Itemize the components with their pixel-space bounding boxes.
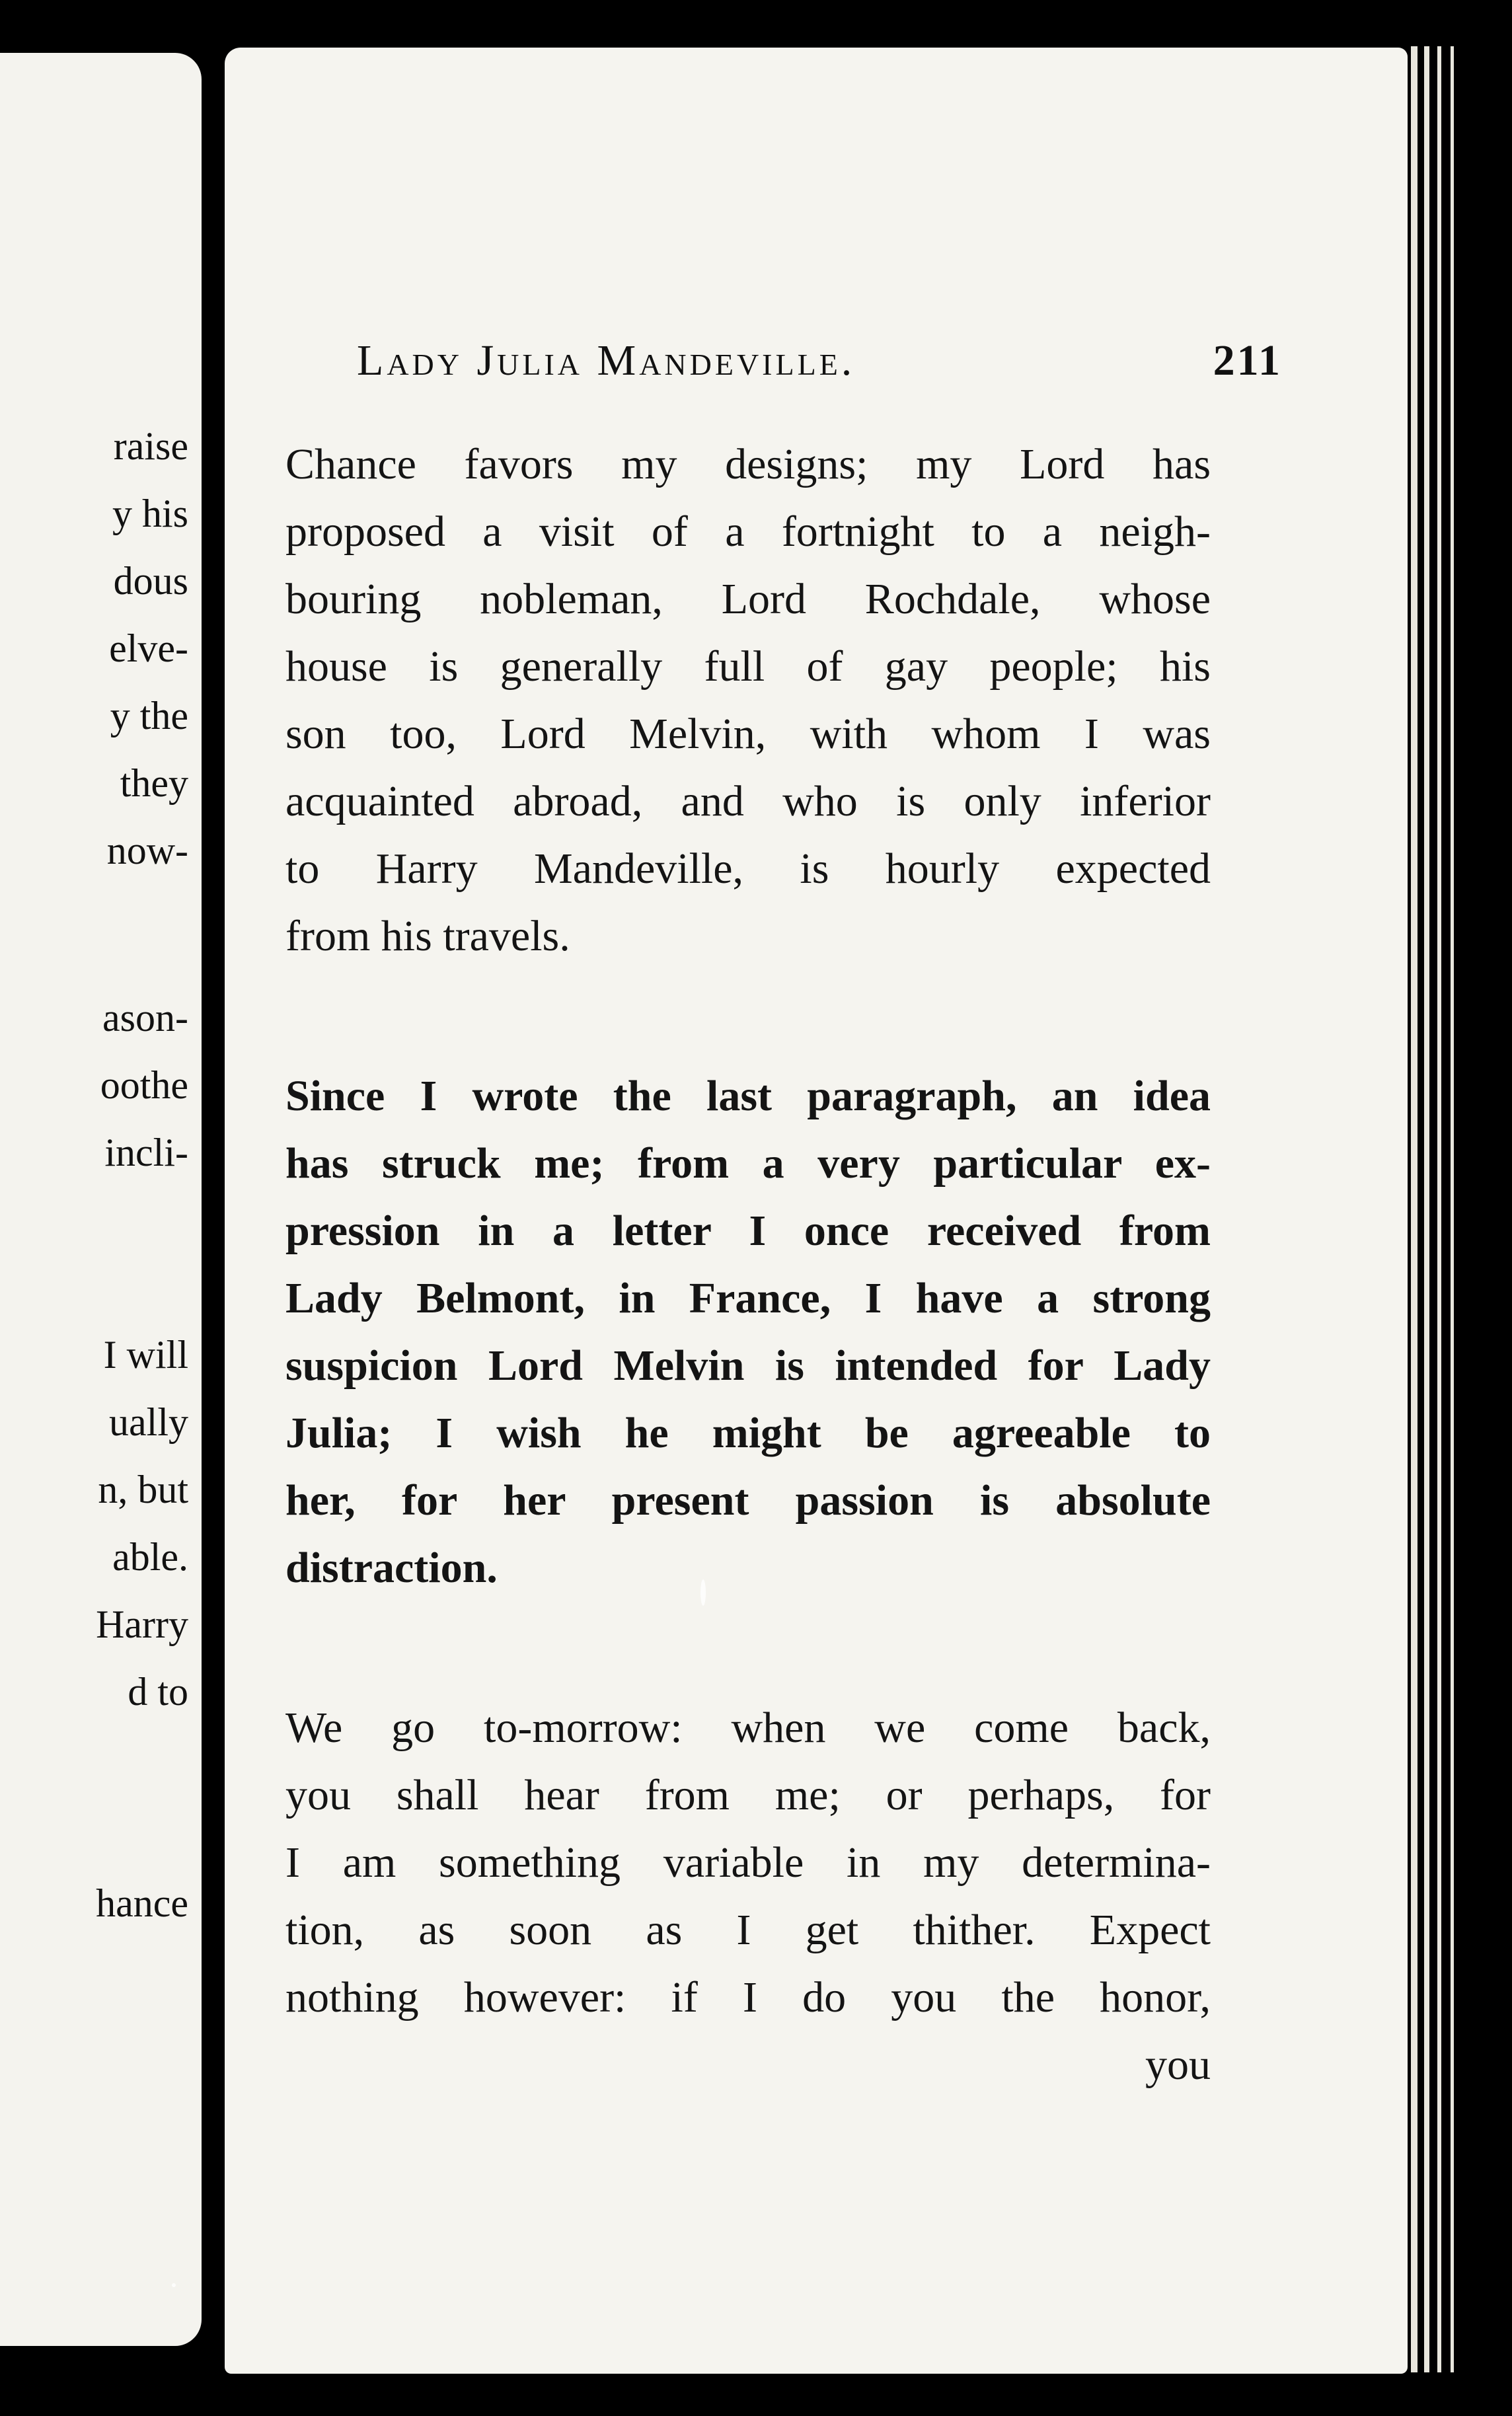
text-line: her, for her present passion is absolute <box>285 1476 1211 1525</box>
scan-speck <box>700 1579 706 1606</box>
page-edge <box>1451 46 1454 2372</box>
paragraph-1 <box>285 431 1211 970</box>
left-line: Harry <box>96 1603 188 1646</box>
left-line: y his <box>112 492 188 535</box>
text-line: suspicion Lord Melvin is intended for Lady <box>285 1341 1211 1390</box>
left-line: oothe <box>100 1063 188 1107</box>
page-number: 211 <box>1213 336 1282 385</box>
book-page <box>225 48 1408 2374</box>
paragraph-gap <box>285 970 1211 1063</box>
text-line: Chance favors my designs; my Lord has <box>285 440 1211 488</box>
text-line: We go to-morrow: when we come back, <box>285 1704 1211 1752</box>
body-text <box>285 431 1211 2099</box>
text-line: Julia; I wish he might be agreeable to <box>285 1409 1211 1457</box>
text-line: has struck me; from a very particular ex- <box>285 1139 1211 1188</box>
text-line: nothing however: if I do you the honor, <box>285 1973 1211 2021</box>
text-line: house is generally full of gay people; his <box>285 642 1211 691</box>
left-line: dous <box>113 559 188 603</box>
left-line: able. <box>112 1535 188 1579</box>
text-line: acquainted abroad, and who is only inferior <box>285 777 1211 825</box>
text-line: to Harry Mandeville, is hourly expected <box>285 845 1211 893</box>
left-line: ually <box>109 1400 188 1444</box>
paragraph-3 <box>285 1694 1211 2099</box>
text-line: from his travels. <box>285 912 570 960</box>
text-line: you shall hear from me; or perhaps, for <box>285 1771 1211 1819</box>
left-line: incli- <box>104 1131 188 1174</box>
text-line: proposed a visit of a fortnight to a neigh- <box>285 508 1211 556</box>
text-line: distraction. <box>285 1544 498 1592</box>
left-line: now- <box>106 829 188 872</box>
text-line: I am something variable in my determina- <box>285 1838 1211 1887</box>
scan-speck <box>172 2283 176 2287</box>
paragraph-2 <box>285 1063 1211 1602</box>
left-line: they <box>120 761 188 805</box>
text-line: pression in a letter I once received from <box>285 1207 1211 1255</box>
left-line: d to <box>128 1670 188 1714</box>
page-edge <box>1424 46 1429 2372</box>
text-line: son too, Lord Melvin, with whom I was <box>285 710 1211 758</box>
running-head <box>357 336 1282 395</box>
running-title: Lady Julia Mandeville. <box>357 336 856 385</box>
left-line: y the <box>110 694 188 737</box>
left-line: n, but <box>98 1468 188 1511</box>
text-line: Since I wrote the last paragraph, an idea <box>285 1072 1211 1120</box>
left-line: hance <box>96 1881 188 1925</box>
page-edge <box>1411 46 1418 2372</box>
paragraph-gap <box>285 1602 1211 1694</box>
left-line: elve- <box>109 626 188 670</box>
text-line: bouring nobleman, Lord Rochdale, whose <box>285 575 1211 623</box>
text-line: Lady Belmont, in France, I have a strong <box>285 1274 1211 1322</box>
left-line: ason- <box>102 996 188 1039</box>
text-line: tion, as soon as I get thither. Expect <box>285 1906 1211 1954</box>
left-line: raise <box>113 424 188 468</box>
left-page-fragment <box>0 53 202 2346</box>
page-edge <box>1437 46 1441 2372</box>
left-line: I will <box>103 1333 188 1377</box>
catchword: you <box>1145 2041 1211 2089</box>
